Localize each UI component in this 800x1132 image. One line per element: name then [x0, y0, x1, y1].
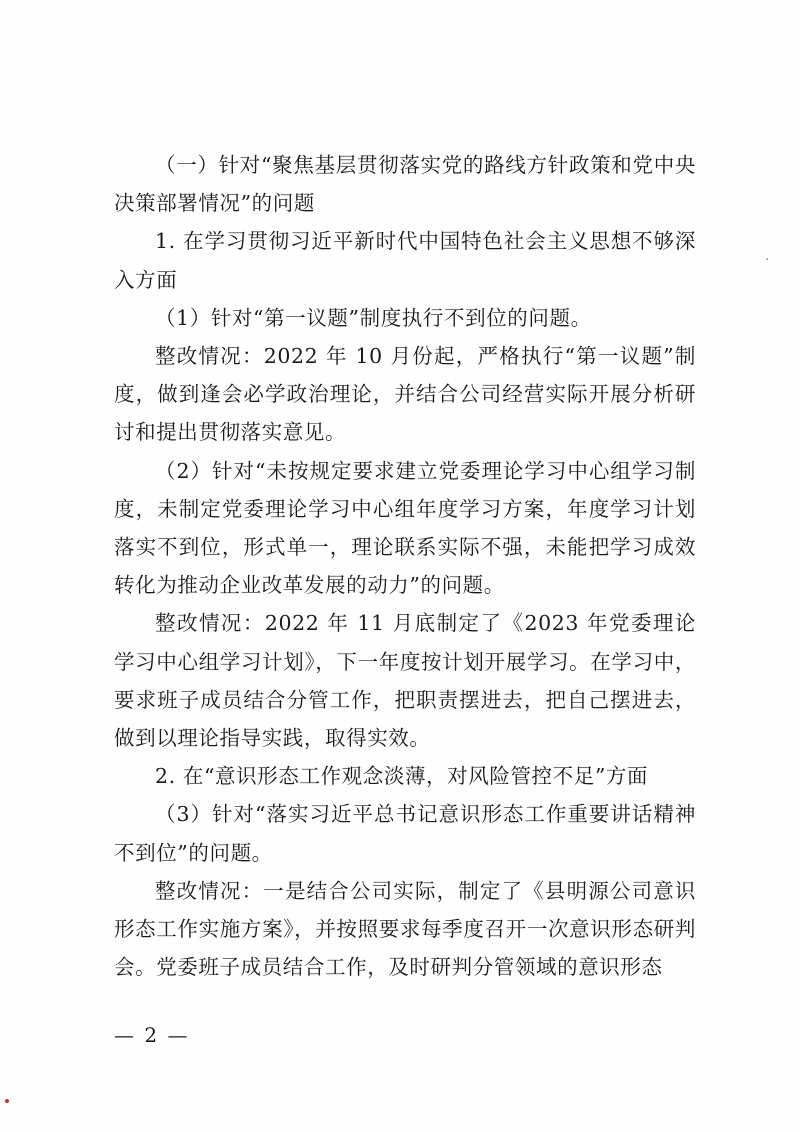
- rectification-paragraph-2: 整改情况：2022 年 11 月底制定了《2023 年党委理论学习中心组学习计划》，下一年度按计划开展学习。在学习中，要求班子成员结合分管工作，把职责摆进去，把自己摆进去，做到以理论指导实践，取得实效。: [114, 611, 696, 751]
- subsection-heading-2: 2. 在“意识形态工作观念淡薄，对风险管控不足”方面: [155, 764, 649, 789]
- issue-item-2: （2）针对“未按规定要求建立党委理论学习中心组学习制度，未制定党委理论学习中心组年度学习方案，年度学习计划落实不到位，形式单一，理论联系实际不强，未能把学习成效转化为推动企业改革发展的动力”的问题。: [114, 458, 696, 598]
- issue-item-3: （3）针对“落实习近平总书记意识形态工作重要讲话精神不到位”的问题。: [114, 802, 696, 865]
- scan-speck: [766, 258, 768, 260]
- document-body: [114, 146, 696, 986]
- subsection-heading-1: 1. 在学习贯彻习近平新时代中国特色社会主义思想不够深入方面: [114, 229, 696, 292]
- page-number: — 2 —: [114, 1023, 190, 1047]
- scan-mark: [5, 1099, 9, 1103]
- section-heading: （一）针对“聚焦基层贯彻落实党的路线方针政策和党中央决策部署情况”的问题: [114, 153, 696, 216]
- issue-item-1: （1）针对“第一议题”制度执行不到位的问题。: [155, 305, 592, 330]
- rectification-paragraph-1: 整改情况：2022 年 10 月份起，严格执行“第一议题”制度，做到逢会必学政治理论，并结合公司经营实际开展分析研讨和提出贯彻落实意见。: [114, 344, 696, 445]
- rectification-paragraph-3: 整改情况：一是结合公司实际，制定了《县明源公司意识形态工作实施方案》，并按照要求每季度召开一次意识形态研判会。党委班子成员结合工作，及时研判分管领域的意识形态: [114, 878, 696, 980]
